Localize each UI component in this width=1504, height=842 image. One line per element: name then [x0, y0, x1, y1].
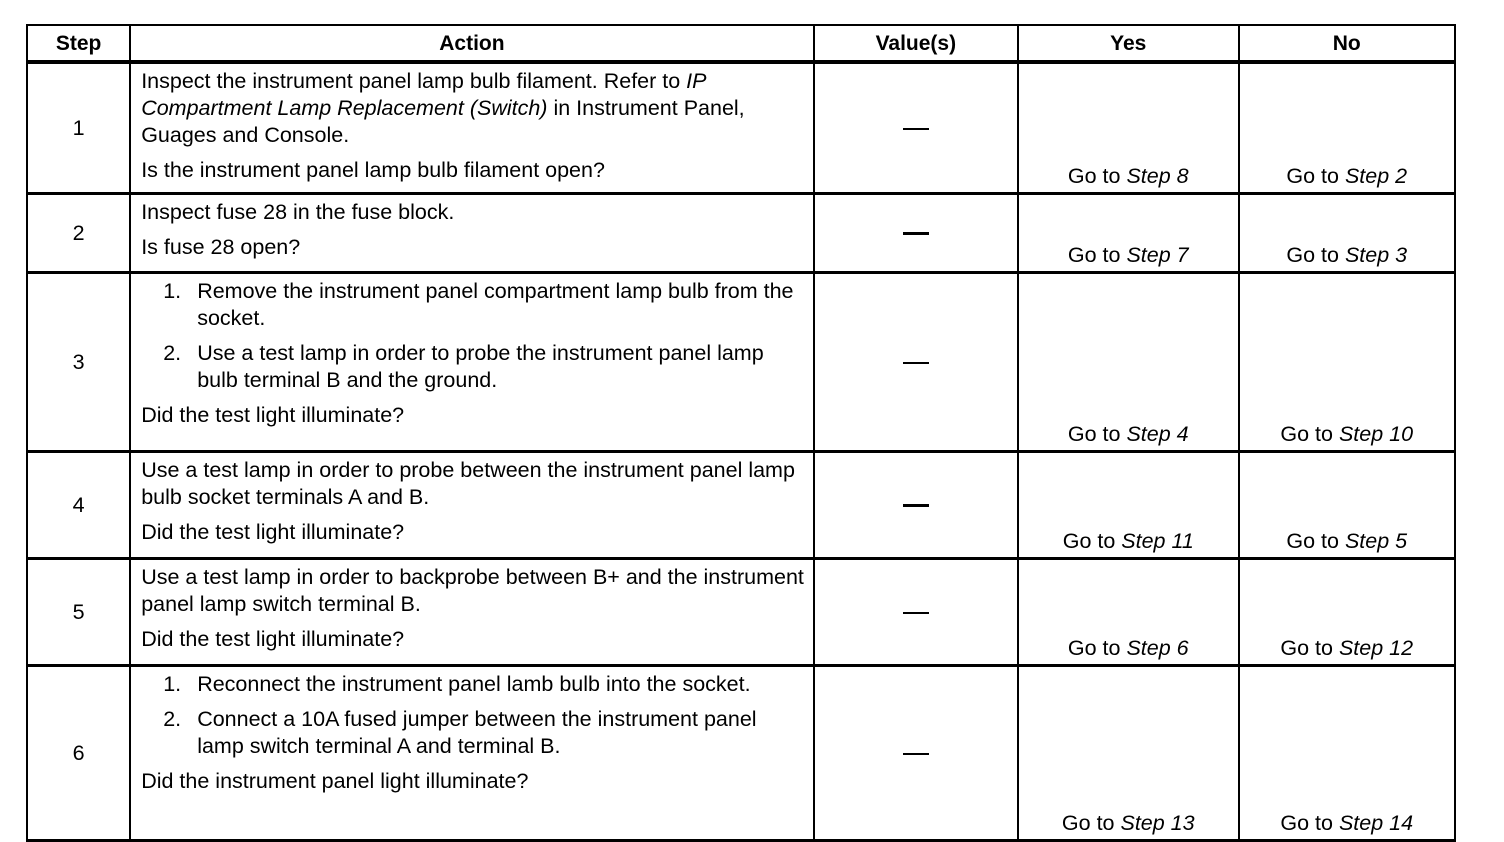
header-values: Value(s) — [814, 25, 1018, 62]
yes-step-link[interactable]: Step 11 — [1121, 529, 1194, 553]
table-header — [27, 25, 1455, 62]
yes-step-link[interactable]: Step 7 — [1126, 243, 1189, 267]
go-to-text: Go to — [1280, 422, 1339, 446]
go-to-text: Go to — [1280, 636, 1339, 660]
action-instruction: Use a test lamp in order to backprobe between B+ and the instrument panel lamp switch terminal B. — [141, 565, 804, 616]
go-to-text: Go to — [1067, 243, 1127, 267]
step-number: 6 — [27, 666, 130, 841]
no-step-link[interactable]: Step 3 — [1344, 243, 1408, 267]
yes-step-link[interactable]: Step 4 — [1126, 422, 1189, 446]
substep-text: Connect a 10A fused jumper between the instrument panel lamp switch terminal A and terminal B. — [197, 707, 757, 758]
em-dash — [903, 504, 929, 507]
go-to-text: Go to — [1286, 164, 1345, 188]
go-to-text: Go to — [1286, 243, 1345, 267]
em-dash — [903, 362, 929, 364]
action-instruction: Use a test lamp in order to probe between the instrument panel lamp bulb socket terminals A and B. — [141, 458, 795, 509]
yes-cell — [1018, 273, 1238, 452]
no-step-link[interactable]: Step 2 — [1344, 164, 1408, 188]
no-cell — [1239, 452, 1456, 559]
substep-number: 1. — [163, 279, 182, 303]
yes-cell — [1018, 452, 1238, 559]
substep-list — [141, 671, 806, 760]
header-yes: Yes — [1018, 25, 1238, 62]
em-dash — [903, 612, 929, 614]
header-row — [27, 25, 1455, 62]
action-text: Inspect the instrument panel lamp bulb filament. Refer to — [141, 69, 687, 93]
header-no: No — [1239, 25, 1456, 62]
action-text: in Instrument Panel, Guages and Console. — [141, 96, 745, 147]
action-cell — [130, 666, 813, 841]
em-dash — [903, 128, 929, 130]
action-instruction: Inspect fuse 28 in the fuse block. — [141, 200, 455, 224]
table-row — [27, 62, 1455, 194]
header-step: Step — [27, 25, 130, 62]
no-step-link[interactable]: Step 14 — [1338, 811, 1414, 835]
no-cell — [1239, 62, 1456, 194]
substep-text: Remove the instrument panel compartment lamp bulb from the socket. — [197, 279, 794, 330]
table-row — [27, 273, 1455, 452]
table-row — [27, 559, 1455, 666]
action-cell — [130, 62, 813, 194]
table-row — [27, 666, 1455, 841]
header-action: Action — [130, 25, 813, 62]
step-number: 3 — [27, 273, 130, 452]
action-question: Is the instrument panel lamp bulb filament open? — [141, 158, 605, 182]
go-to-text: Go to — [1286, 529, 1345, 553]
go-to-text: Go to — [1062, 529, 1122, 553]
yes-step-link[interactable]: Step 6 — [1126, 636, 1189, 660]
go-to-text: Go to — [1067, 422, 1127, 446]
go-to-text: Go to — [1061, 811, 1121, 835]
table-body — [27, 62, 1455, 841]
action-question: Did the instrument panel light illuminate? — [141, 769, 529, 793]
go-to-text: Go to — [1067, 636, 1127, 660]
action-question: Did the test light illuminate? — [141, 627, 405, 651]
value-cell — [814, 62, 1018, 194]
no-cell — [1239, 194, 1456, 273]
no-cell — [1239, 666, 1456, 841]
action-cell — [130, 559, 813, 666]
diagnostic-table — [26, 24, 1456, 842]
value-cell — [814, 194, 1018, 273]
substep-item — [141, 706, 806, 760]
manual-reference: IP Compartment Lamp Replacement (Switch) — [141, 69, 706, 120]
substep-item — [141, 340, 806, 394]
action-instruction — [141, 68, 806, 149]
action-cell — [130, 194, 813, 273]
value-cell — [814, 666, 1018, 841]
yes-cell — [1018, 194, 1238, 273]
action-cell — [130, 452, 813, 559]
yes-cell — [1018, 559, 1238, 666]
substep-text: Reconnect the instrument panel lamb bulb into the socket. — [197, 672, 751, 696]
no-cell — [1239, 273, 1456, 452]
substep-item — [141, 278, 806, 332]
yes-cell — [1018, 62, 1238, 194]
table-row — [27, 452, 1455, 559]
substep-item — [141, 671, 806, 698]
step-number: 5 — [27, 559, 130, 666]
step-number: 2 — [27, 194, 130, 273]
substep-number: 1. — [163, 672, 182, 696]
em-dash — [903, 753, 929, 755]
action-cell — [130, 273, 813, 452]
go-to-text: Go to — [1280, 811, 1339, 835]
substep-list — [141, 278, 806, 394]
substep-number: 2. — [163, 707, 182, 731]
value-cell — [814, 559, 1018, 666]
action-question: Did the test light illuminate? — [141, 520, 405, 544]
yes-step-link[interactable]: Step 8 — [1126, 164, 1189, 188]
table-row — [27, 194, 1455, 273]
yes-cell — [1018, 666, 1238, 841]
go-to-text: Go to — [1067, 164, 1127, 188]
substep-number: 2. — [163, 341, 182, 365]
no-step-link[interactable]: Step 5 — [1344, 529, 1408, 553]
substep-text: Use a test lamp in order to probe the instrument panel lamp bulb terminal B and the ground. — [197, 341, 764, 392]
no-cell — [1239, 559, 1456, 666]
no-step-link[interactable]: Step 12 — [1338, 636, 1414, 660]
value-cell — [814, 452, 1018, 559]
action-question: Is fuse 28 open? — [141, 235, 301, 259]
action-question: Did the test light illuminate? — [141, 403, 405, 427]
yes-step-link[interactable]: Step 13 — [1120, 811, 1195, 835]
step-number: 4 — [27, 452, 130, 559]
no-step-link[interactable]: Step 10 — [1338, 422, 1414, 446]
em-dash — [903, 232, 929, 235]
step-number: 1 — [27, 62, 130, 194]
value-cell — [814, 273, 1018, 452]
